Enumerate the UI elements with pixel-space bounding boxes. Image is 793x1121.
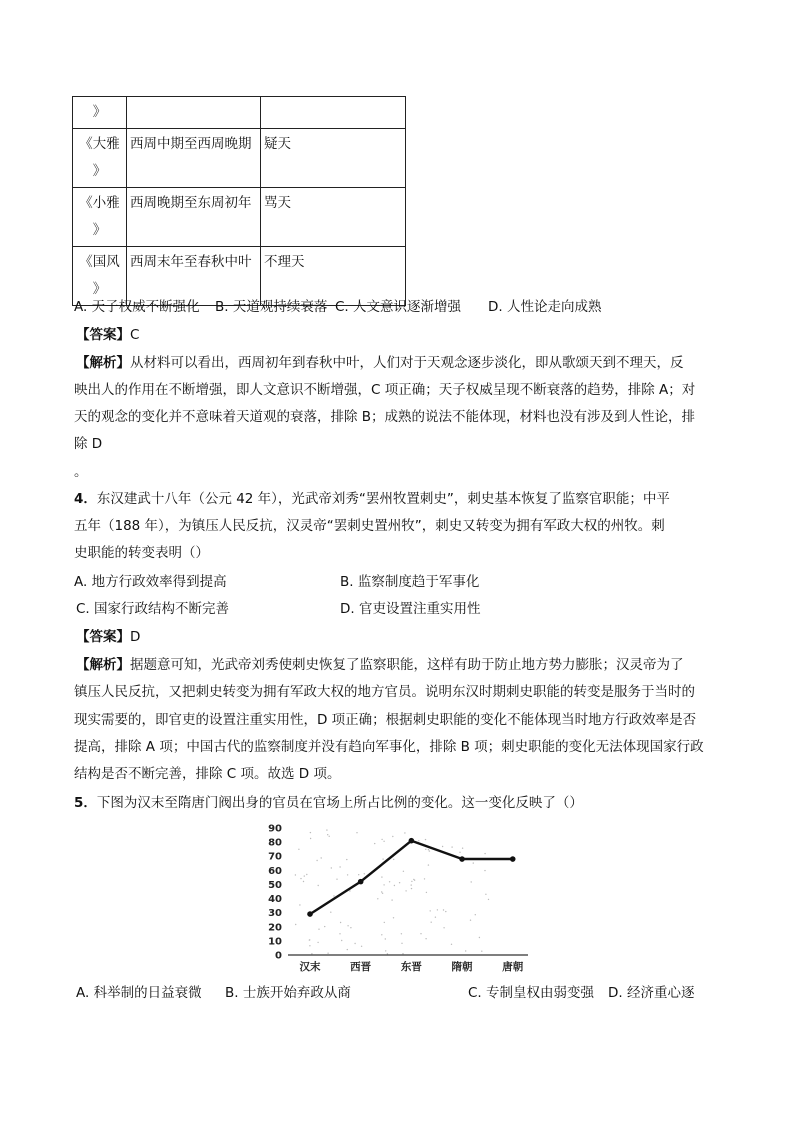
background-dot [401,933,402,934]
background-dot [485,894,486,895]
table-cell-name: 》 [73,97,127,129]
background-dot [316,860,317,861]
table-row [73,97,406,129]
background-dot [442,846,443,847]
table-cell-period: 西周晚期至东周初年 [127,188,261,247]
background-dot [347,949,348,950]
background-dot [470,920,471,921]
table-cell-attitude [261,97,406,129]
background-dot [385,950,386,951]
background-dot [473,862,474,863]
q3-option-b[interactable]: B. 天道观持续衰落 [215,299,328,315]
background-dot [426,892,427,893]
x-tick-label: 西晋 [350,961,372,973]
background-dot [392,836,393,837]
background-dot [383,884,384,885]
background-dot [304,875,305,876]
background-dot [295,924,296,925]
table-cell-period [127,97,261,129]
background-dot [428,864,429,865]
background-dot [382,858,383,859]
background-dot [309,939,310,940]
background-dot [321,857,322,858]
table-cell-attitude: 骂天 [261,188,406,247]
background-dot [339,933,340,934]
q4-analysis-line: 结构是否不断完善，排除 C 项。故选 D 项。 [74,766,341,782]
x-tick-labels [300,960,524,973]
table-cell-name: 《大雅 》 [73,129,127,188]
background-dot [403,871,404,872]
background-dot [340,922,341,923]
background-dot [424,878,425,879]
background-dot [295,874,296,875]
background-dot [306,874,307,875]
q3-option-d[interactable]: D. 人性论走向成熟 [488,299,602,315]
background-dot [330,912,331,913]
table-row [73,129,406,188]
q4-answer: 【答案】D [76,629,141,645]
y-tick-label: 50 [268,879,282,891]
background-dot [381,934,382,935]
q4-analysis-line: 【解析】据题意可知，光武帝刘秀使刺史恢复了监察职能，这样有助于防止地方势力膨胀；汉灵帝为了 [76,657,684,673]
background-dot [381,876,382,877]
background-dot [413,879,414,880]
y-tick-label: 80 [268,837,282,849]
background-dot [385,938,386,939]
table-cell-period: 西周末年至春秋中叶 [127,247,261,306]
data-point [409,838,415,844]
background-dot [382,893,383,894]
background-dot [303,881,304,882]
background-dot [318,929,319,930]
background-dot [479,937,480,938]
background-dot [310,838,311,839]
background-dot [431,922,432,923]
background-dot [361,946,362,947]
background-dot [339,866,340,867]
background-dot [324,926,325,927]
background-dot [381,839,382,840]
y-tick-label: 40 [268,894,282,906]
q5-option-d[interactable]: D. 经济重心逐 [608,985,695,1001]
background-dot [331,867,332,868]
background-dot [428,849,429,850]
x-tick-label: 汉末 [299,961,321,973]
q3-analysis-line: 。 [74,464,88,480]
y-tick-label: 0 [275,950,282,962]
background-dot [484,853,485,854]
q4-stem-line: 史职能的转变表明（） [74,545,209,561]
q4-analysis-line: 现实需要的，即官吏的设置注重实用性，D 项正确；根据刺史职能的变化不能体现当时地方行政效率是否 [74,712,697,728]
q4-option-c[interactable]: C. 国家行政结构不断完善 [76,601,230,617]
series-line [310,841,513,914]
background-dot [411,884,412,885]
table-row [73,188,406,247]
background-dot [465,950,466,951]
background-dot [347,925,348,926]
background-dot [451,944,452,945]
table-cell-name: 《小雅 》 [73,188,127,247]
background-dot [383,841,384,842]
background-dot [420,933,421,934]
y-tick-label: 60 [268,865,282,877]
background-dot [451,846,452,847]
background-dot [374,843,375,844]
x-tick-label: 隋朝 [451,961,473,973]
background-dot [311,953,312,954]
y-tick-labels [268,824,282,962]
background-dot [350,927,351,928]
q3-option-c[interactable]: C. 人文意识逐渐增强 [335,299,462,315]
background-dot [318,885,319,886]
table-cell-name: 《国风 》 [73,247,127,306]
background-dot [347,874,348,875]
background-dot [404,832,405,833]
background-dot [300,878,301,879]
table-cell-attitude: 疑天 [261,129,406,188]
background-dot [387,953,388,954]
q3-option-a[interactable]: A. 天子权威不断强化 [74,299,200,315]
background-dot [389,881,390,882]
q4-stem-line: 五年（188 年），为镇压人民反抗，汉灵帝“罢刺史置州牧”，刺史又转变为拥有军政大权的州牧。刺 [74,518,665,534]
data-point [307,911,313,917]
background-dot [459,852,460,853]
background-dot [445,911,446,912]
background-dot [326,829,327,830]
y-tick-label: 90 [268,823,282,835]
background-dot [405,890,406,891]
background-dot [393,917,394,918]
background-dot [399,882,400,883]
background-dot [333,895,334,896]
background-dot [346,859,347,860]
y-tick-label: 70 [268,851,282,863]
q3-analysis-line: 【解析】从材料可以看出，西周初年到春秋中叶，人们对于天观念逐步淡化，即从歌颂天到不理天，反 [76,355,684,371]
q4-option-b[interactable]: B. 监察制度趋于军事化 [340,574,480,590]
background-dot [443,909,444,910]
background-dot [336,879,337,880]
background-dot [309,945,310,946]
background-dot [401,943,402,944]
background-dot [462,848,463,849]
background-dot [299,904,300,905]
table-cell-period: 西周中期至西周晚期 [127,129,261,188]
background-dot [356,832,357,833]
background-dot [327,953,328,954]
q5-option-b[interactable]: B. 士族开始弃政从商 [225,985,351,1001]
background-dot [425,938,426,939]
background-dot [381,891,382,892]
background-dot [358,874,359,875]
chart-background-dots [295,829,490,954]
table-cell-attitude: 不理天 [261,247,406,306]
y-tick-label: 20 [268,922,282,934]
q3-analysis-line: 映出人的作用在不断增强，即人文意识不断增强，C 项正确；天子权威呈现不断衰落的趋势，排除 A；对 [74,382,696,398]
q4-stem-line: 4．东汉建武十八年（公元 42 年），光武帝刘秀“罢州牧置刺史”，刺史基本恢复了监察官职能；中平 [74,491,670,507]
background-dot [377,898,378,899]
background-dot [488,899,489,900]
background-dot [393,859,394,860]
background-dot [425,849,426,850]
background-dot [341,940,342,941]
background-dot [394,885,395,886]
background-dot [425,839,426,840]
q3-analysis-line: 除 D [74,436,103,452]
background-dot [298,849,299,850]
y-tick-label: 10 [268,936,282,948]
background-dot [349,890,350,891]
background-dot [402,953,403,954]
background-dot [329,836,330,837]
q5-stem: 5．下图为汉末至隋唐门阀出身的官员在官场上所占比例的变化。这一变化反映了（） [74,795,583,811]
background-dot [317,942,318,943]
background-dot [418,840,419,841]
background-dot [411,881,412,882]
background-dot [475,914,476,915]
q5-option-a[interactable]: A. 科举制的日益衰微 [76,985,202,1001]
background-dot [429,850,430,851]
data-point [459,856,465,862]
data-point [358,879,364,885]
background-dot [443,927,444,928]
q5-option-c[interactable]: C. 专制皇权由弱变强 [468,985,595,1001]
y-tick-label: 30 [268,908,282,920]
background-dot [354,943,355,944]
x-tick-label: 东晋 [400,961,422,973]
background-dot [364,873,365,874]
chart-series [307,838,515,917]
background-dot [471,881,472,882]
poetry-attitude-table [72,96,406,306]
background-dot [310,832,311,833]
background-dot [430,910,431,911]
background-dot [435,917,436,918]
background-dot [437,909,438,910]
x-tick-label: 唐朝 [502,961,524,973]
background-dot [391,899,392,900]
background-dot [384,922,385,923]
q4-analysis-line: 镇压人民反抗，又把刺史转变为拥有军政大权的地方官员。说明东汉时期刺史职能的转变是服务于当时的 [74,684,695,700]
q3-analysis-line: 天的观念的变化并不意味着天道观的衰落，排除 B；成熟的说法不能体现，材料也没有涉及到人性论，排 [74,409,696,425]
background-dot [327,834,328,835]
background-dot [411,888,412,889]
line-chart [258,818,538,980]
q4-option-d[interactable]: D. 官吏设置注重实用性 [340,601,481,617]
background-dot [481,951,482,952]
background-dot [484,870,485,871]
q4-option-a[interactable]: A. 地方行政效率得到提高 [74,574,227,590]
q4-analysis-line: 提高，排除 A 项；中国古代的监察制度并没有趋向军事化，排除 B 项；刺史职能的变化无法体现国家行政 [74,739,704,755]
q3-answer: 【答案】C [76,327,140,343]
data-point [510,856,516,862]
